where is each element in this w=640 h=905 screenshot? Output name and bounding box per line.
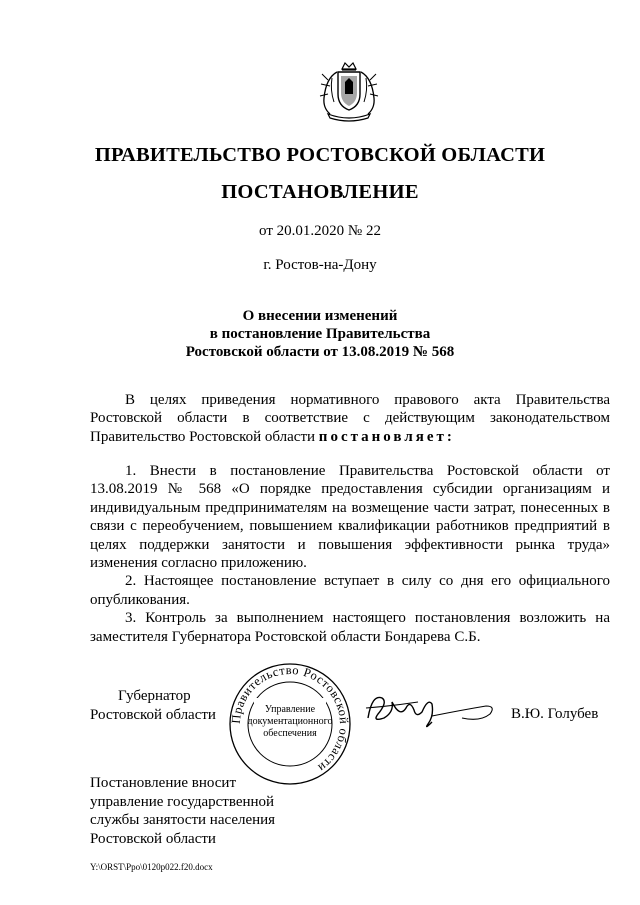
document-subject: [0, 307, 640, 361]
subject-line: Ростовской области от 13.08.2019 № 568: [185, 344, 455, 360]
signatory-role-line: Ростовской области: [90, 707, 216, 723]
stamp-inner-line: документационного: [247, 716, 333, 727]
document-type: ПОСТАНОВЛЕНИЕ: [221, 181, 419, 203]
issuer-line: Ростовской области: [90, 830, 216, 847]
decree-item: 3. Контроль за выполнением настоящего постановления возложить на заместителя Губернатора Ростовской области Бондарева С.Б.: [90, 610, 610, 645]
decree-item: 2. Настоящее постановление вступает в силу со дня его официального опубликования.: [90, 573, 610, 608]
signatory-name: В.Ю. Голубев: [511, 706, 599, 722]
subject-line: О внесении изменений: [242, 308, 398, 324]
signatory-role: [90, 687, 240, 725]
handwritten-signature-icon: [362, 688, 500, 732]
stamp-ring-text: Правительство Ростовской области: [228, 662, 352, 776]
coat-of-arms-icon: [318, 60, 380, 124]
official-stamp: [226, 660, 354, 788]
stamp-inner-line: Управление: [264, 704, 316, 715]
preamble-text: В целях приведения нормативного правового акта Правительства Ростовской области в соответствие с действующим законодательством Правительство Ростовской области: [90, 392, 610, 445]
issuer-line: службы занятости населения: [90, 812, 276, 828]
subject-line: в постановление Правительства: [209, 326, 431, 342]
signatory-role-line: Губернатор: [118, 688, 191, 704]
decree-word: постановляет:: [318, 428, 455, 445]
city: г. Ростов-на-Дону: [263, 257, 377, 273]
stamp-inner-line: обеспечения: [263, 728, 317, 739]
government-title: ПРАВИТЕЛЬСТВО РОСТОВСКОЙ ОБЛАСТИ: [94, 144, 546, 166]
preamble: [90, 391, 610, 446]
preamble-paragraph: [90, 391, 610, 446]
file-path-footer: Y:\ORST\Ppo\0120p022.f20.docx: [90, 862, 213, 872]
date-and-number: от 20.01.2020 № 22: [259, 223, 381, 239]
issuer-line: Постановление вносит: [90, 775, 237, 791]
decree-item: 1. Внести в постановление Правительства Ростовской области от 13.08.2019 № 568 «О порядке предоставления субсидии организациям и индивидуальным предпринимателям на возмещение части затрат, понесенных в связи с переобучением, повышением квалификации работников предприятий в целях поддержки занятости и повышения эффективности рынка труда» изменения согласно приложению.: [90, 463, 610, 572]
issuing-department: [90, 774, 310, 848]
issuer-line: управление государственной: [90, 793, 275, 810]
decree-items: [90, 462, 610, 646]
